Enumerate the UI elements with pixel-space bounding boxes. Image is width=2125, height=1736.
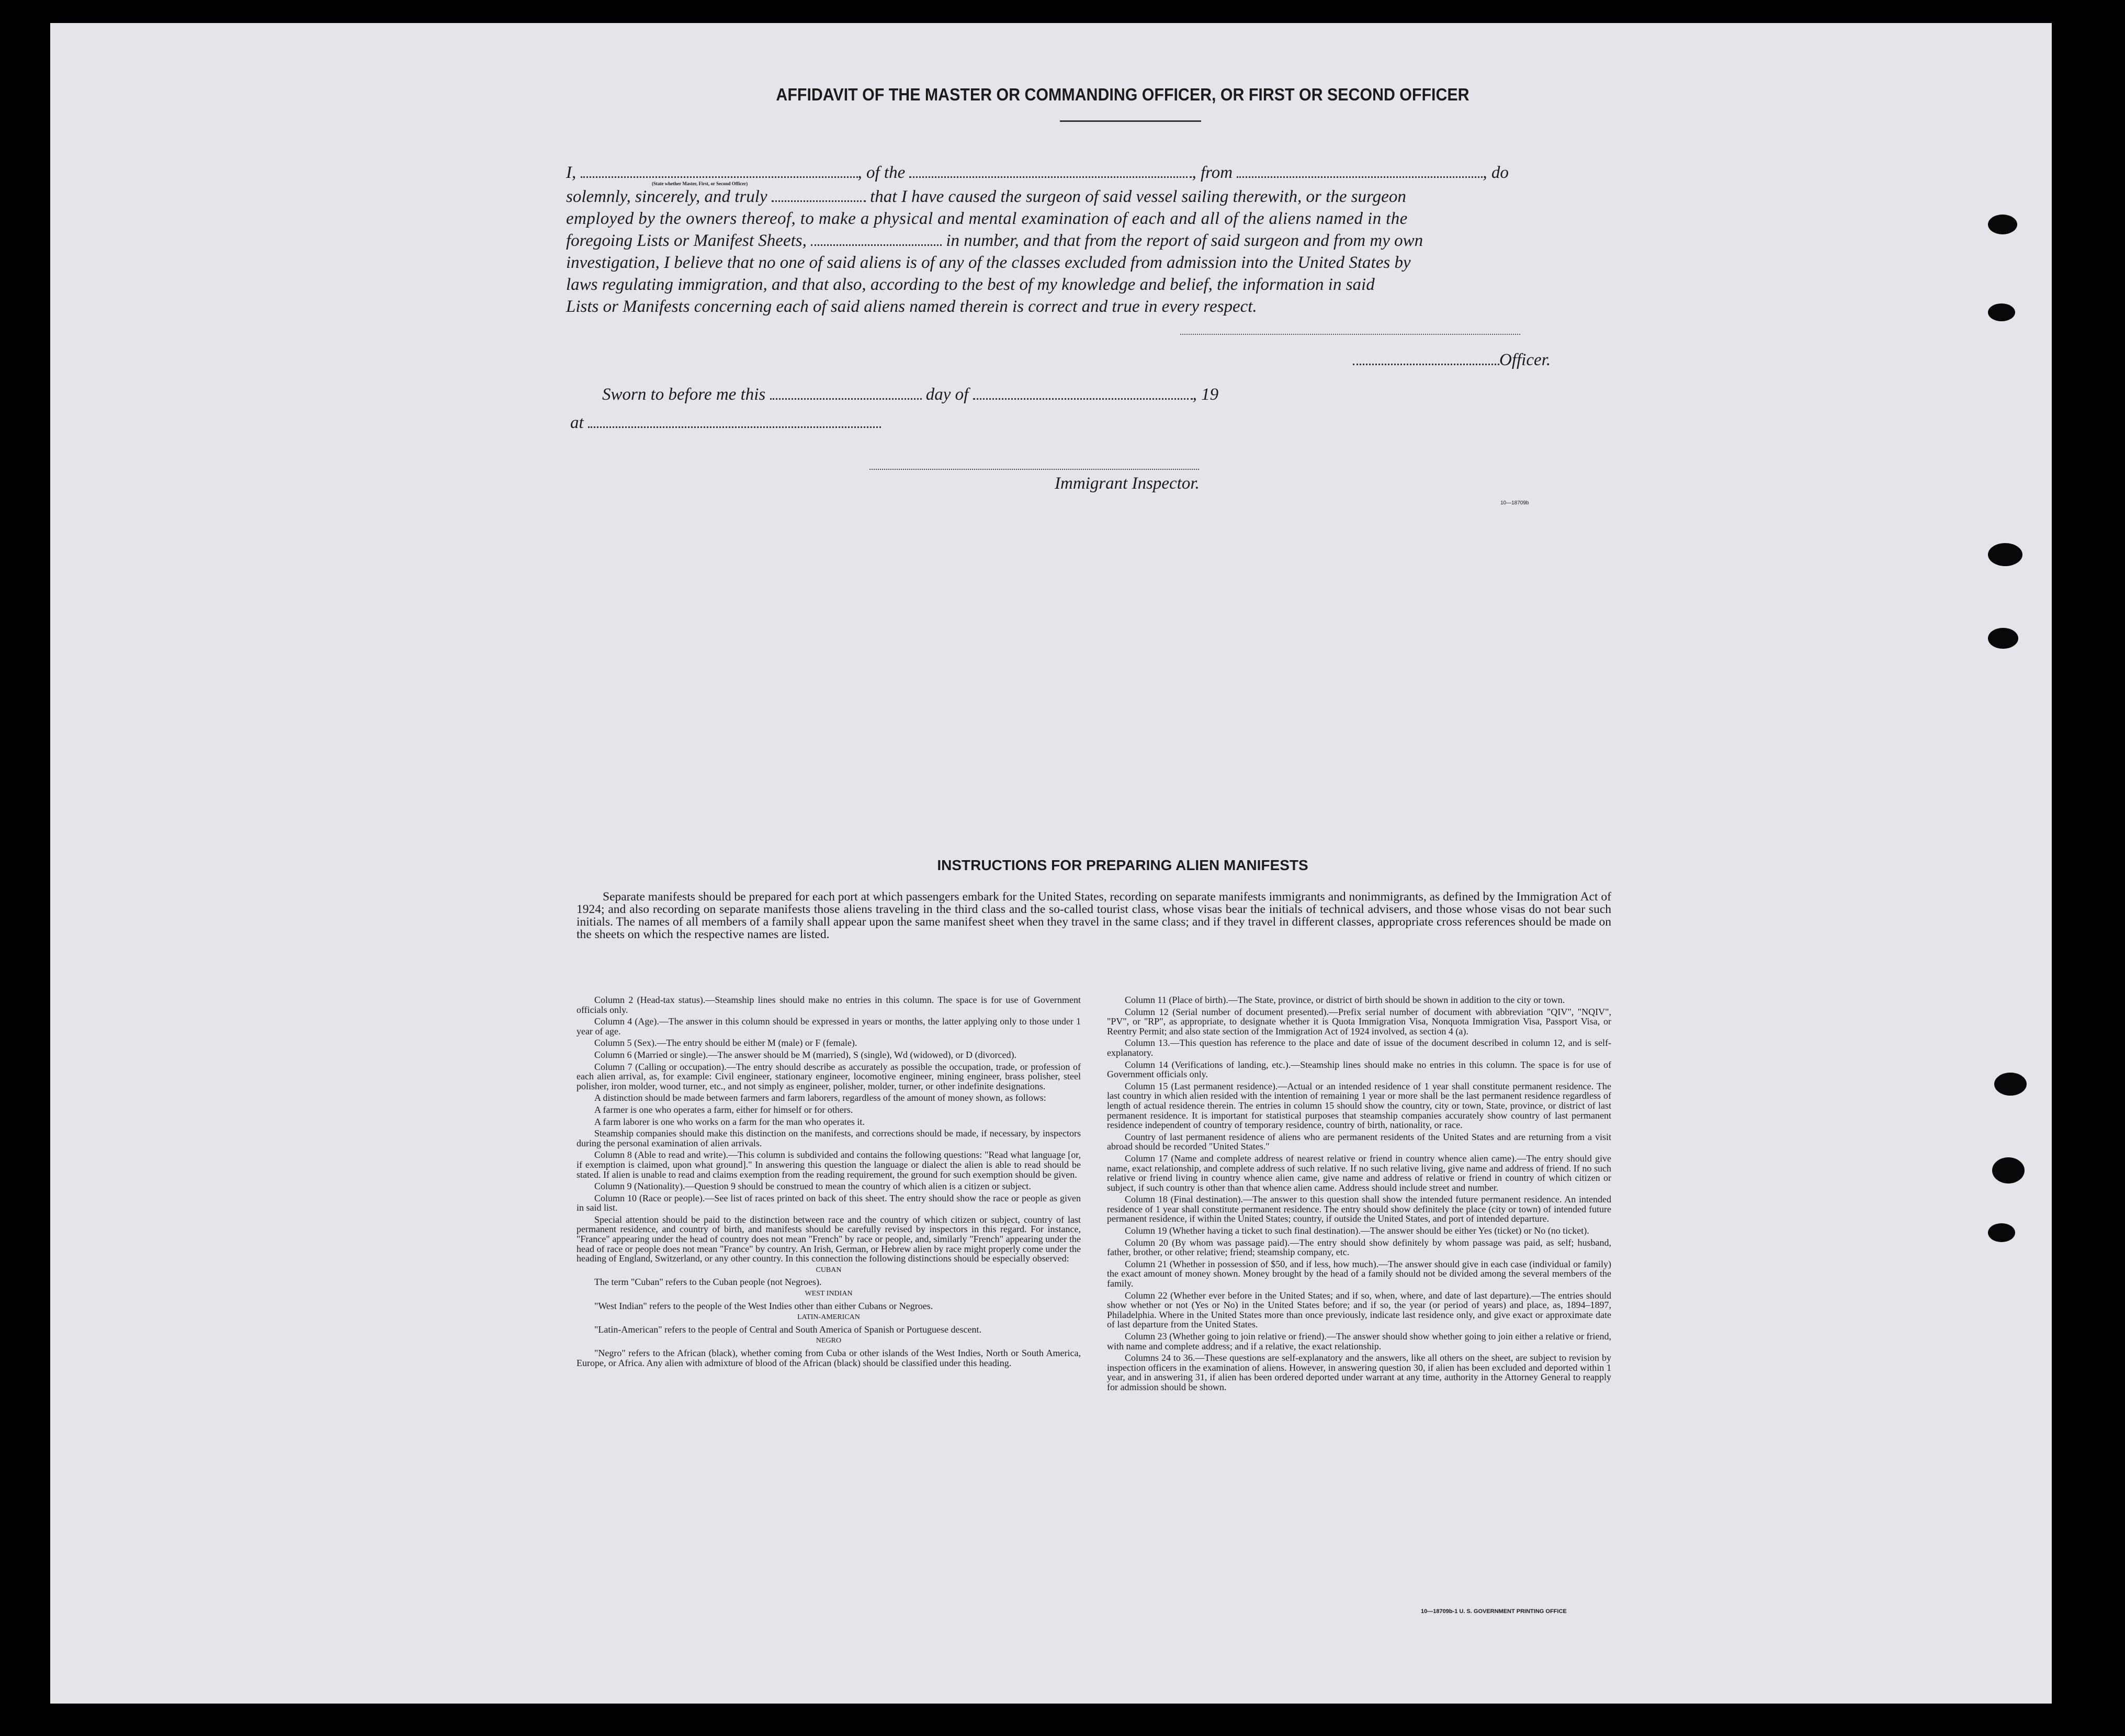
vessel-blank[interactable] bbox=[909, 166, 1192, 178]
sworn-day-blank[interactable] bbox=[770, 388, 922, 400]
para-west-indian: "West Indian" refers to the people of the West Indies other than either Cubans or Negroes. bbox=[594, 1300, 933, 1311]
para-right: Column 18 (Final destination).—The answer to this question shall show the intended future permanent residence. An intended residence of 1 year shall constitute permanent residence. The entry should show definitely the place (city or town) of intended future permanent residence, if within the United States; country, if outside the United States, and port of intended departure. bbox=[1107, 1194, 1611, 1224]
punch-hole bbox=[1988, 215, 2017, 234]
para-latin-american: "Latin-American" refers to the people of Central and South America of Spanish or Portuguese descent. bbox=[594, 1324, 981, 1335]
manifest-sheet bbox=[50, 23, 2052, 1704]
para-right: Column 19 (Whether having a ticket to such final destination).—The answer should be either Yes (ticket) or No (no ticket). bbox=[1125, 1225, 1589, 1236]
para-left: Steamship companies should make this distinction on the manifests, and corrections should be made, if necessary, by inspectors during the personal examination of alien arrivals. bbox=[577, 1128, 1081, 1148]
sworn-line bbox=[602, 385, 1218, 404]
title-rule bbox=[1060, 120, 1201, 122]
rank-note: (State whether Master, First, or Second Officer) bbox=[652, 181, 748, 186]
para-left: Special attention should be paid to the distinction between race and the country of which citizen or subject, country of last permanent residence, and country of birth, and manifests should be carefully revised by inspectors in this regard. For instance, "France" appearing under the head of country does not mean "French" by race or people, and, similarly "French" appearing under the head of race or people does not mean "France" by country. An Irish, German, or Hebrew alien by race might properly come under the heading of England, Switzerland, or any other country. In this connection the following distinctions should be especially observed: bbox=[577, 1214, 1081, 1264]
para-right: Column 13.—This question has reference to the place and date of issue of the document described in column 12, and is self-explanatory. bbox=[1107, 1038, 1611, 1058]
text-day-of: day of bbox=[925, 385, 969, 404]
affidavit-line-6: laws regulating immigration, and that also, according to the best of my knowledge and belief, the information in said bbox=[566, 275, 1375, 294]
port-blank[interactable] bbox=[1237, 166, 1483, 178]
text-in-number: in number, and that from the report of said surgeon and from my own bbox=[946, 231, 1423, 250]
officer-title-blank[interactable] bbox=[1353, 353, 1499, 365]
para-right: Column 14 (Verifications of landing, etc.).—Steamship lines should make no entries in this column. The space is for use of Government officials only. bbox=[1107, 1059, 1611, 1080]
heading-latin-american: LATIN-AMERICAN bbox=[797, 1313, 860, 1322]
punch-hole bbox=[1988, 1223, 2015, 1242]
para-left: A farm laborer is one who works on a farm for the man who operates it. bbox=[594, 1116, 865, 1127]
at-line bbox=[570, 413, 881, 433]
text-year-19: , 19 bbox=[1192, 385, 1219, 404]
signature-line[interactable] bbox=[1180, 334, 1520, 335]
form-number: 10—18709b bbox=[1500, 500, 1529, 506]
para-left: Column 4 (Age).—The answer in this column should be expressed in years or months, the latter applying only to those under 1 year of age. bbox=[577, 1016, 1081, 1036]
punch-hole bbox=[1988, 303, 2015, 321]
text-solemnly: solemnly, sincerely, and truly bbox=[566, 187, 767, 206]
place-blank[interactable] bbox=[588, 416, 881, 428]
officer-line bbox=[1353, 351, 1551, 370]
para-negro: "Negro" refers to the African (black), whether coming from Cuba or other islands of the West Indies, North or South America, Europe, or Africa. Any alien with admixture of blood of the African (black) should be classified under this heading. bbox=[577, 1348, 1081, 1368]
swear-affirm-blank[interactable] bbox=[772, 190, 866, 202]
para-right: Country of last permanent residence of aliens who are permanent residents of the United States and are returning from a visit abroad should be recorded "United States." bbox=[1107, 1131, 1611, 1152]
inspector-signature-line[interactable] bbox=[869, 469, 1199, 470]
para-left: Column 10 (Race or people).—See list of races printed on back of this sheet. The entry should show the race or people as given in said list. bbox=[577, 1192, 1081, 1213]
sworn-month-blank[interactable] bbox=[973, 388, 1193, 400]
para-right: Column 11 (Place of birth).—The State, province, or district of birth should be shown in addition to the city or town. bbox=[1125, 995, 1565, 1005]
para-right: Column 15 (Last permanent residence).—Actual or an intended residence of 1 year shall constitute permanent residence. The last country in which alien resided with the intention of remaining 1 year or more shall be the last permanent residence regardless of length of actual residence therein. The entries in column 15 should show the country, city or town, State, province, or district of last permanent residence. It is important for statistical purposes that steamship companies accurately show country of last permanent residence independent of country of temporary residence, country of birth, nationality, or race. bbox=[1107, 1080, 1611, 1131]
punch-hole bbox=[1988, 543, 2022, 566]
para-left: Column 9 (Nationality).—Question 9 should be construed to mean the country of which alien is a citizen or subject. bbox=[594, 1181, 1031, 1192]
instructions-left-column bbox=[577, 995, 1081, 1370]
affidavit-line-2 bbox=[566, 187, 1607, 207]
affidavit-title: AFFIDAVIT OF THE MASTER OR COMMANDING OFFICER, OR FIRST OR SECOND OFFICER bbox=[776, 85, 1470, 104]
instructions-intro: Separate manifests should be prepared for each port at which passengers embark for the United States, recording on separate manifests immigrants and nonimmigrants, as defined by the Immigration Act of 1924; and also recording on separate manifests those aliens traveling in the third class and the so-called tourist class, whose visas bear the initials of technical advisers, and those whose visas do not bear such initials. The names of all members of a family shall appear upon the same manifest sheet when they travel in the same class; and if they travel in different classes, appropriate cross references should be made on the sheets on which the respective names are listed. bbox=[577, 890, 1611, 941]
para-left: Column 5 (Sex).—The entry should be either M (male) or F (female). bbox=[594, 1038, 857, 1049]
affidavit-line-3: employed by the owners thereof, to make a physical and mental examination of each and all of the aliens named in the bbox=[566, 209, 1408, 228]
para-right: Column 17 (Name and complete address of nearest relative or friend in country whence alien came).—The entry should give name, exact relationship, and complete address of such relative. If no such relative living, give name and address of friend. If no such relative or friend living in country whence alien came, give name and address of relative or friend in country of which citizen or subject, if such country is other than that whence alien came. Address should include street and number. bbox=[1107, 1153, 1611, 1193]
para-right: Column 12 (Serial number of document presented).—Prefix serial number of document with abbreviation "QIV", "NQIV", "PV", or "RP", as appropriate, to designate whether it is Quota Immigration Visa, Nonquota Immigration Visa, Passport Visa, or Reentry Permit; and also state section of the Immigration Act of 1924 involved, as section 4 (a). bbox=[1107, 1006, 1611, 1036]
affidavit-line-1 bbox=[566, 163, 1607, 183]
para-left: A farmer is one who operates a farm, either for himself or for others. bbox=[594, 1104, 853, 1115]
text-i: I, bbox=[566, 163, 577, 182]
para-cuban: The term "Cuban" refers to the Cuban people (not Negroes). bbox=[594, 1277, 822, 1288]
para-left: A distinction should be made between farmers and farm laborers, regardless of the amount of money shown, as follows: bbox=[594, 1092, 1046, 1103]
para-right: Column 20 (By whom was passage paid).—The entry should show definitely by whom passage was paid, as self; husband, father, brother, or other relative; friend; steamship company, etc. bbox=[1107, 1237, 1611, 1258]
text-sworn: Sworn to before me this bbox=[602, 385, 766, 404]
para-left: Column 6 (Married or single).—The answer should be M (married), S (single), Wd (widowed), or D (divorced). bbox=[594, 1049, 1016, 1060]
punch-hole bbox=[1988, 628, 2018, 649]
officer-rank-blank[interactable] bbox=[581, 166, 858, 178]
text-officer: Officer. bbox=[1499, 351, 1551, 369]
para-left: Column 8 (Able to read and write).—This column is subdivided and contains the following questions: "Read what language [or, if exemption is claimed, upon what ground]." In answering this question the language or dialect the alien is able to read should be stated. If alien is unable to read and claims exemption from the reading requirement, the ground for such exemption should be given. bbox=[577, 1149, 1081, 1180]
heading-negro: NEGRO bbox=[816, 1337, 842, 1345]
punch-hole bbox=[1992, 1157, 2025, 1183]
para-right: Column 23 (Whether going to join relative or friend).—The answer should show whether going to join either a relative or friend, with name and complete address; and if a relative, the exact relationship. bbox=[1107, 1331, 1611, 1351]
para-right: Columns 24 to 36.—These questions are self-explanatory and the answers, like all others on the sheet, are subject to revision by inspection officers in the examination of aliens. However, in answering question 30, if alien has been excluded and deported within 1 year, and in answering 31, if alien has been ordered deported under warrant at any time, authority in the Attorney General to reapply for admission should be shown. bbox=[1107, 1352, 1611, 1392]
affidavit-line-7: Lists or Manifests concerning each of said aliens named therein is correct and true in every respect. bbox=[566, 297, 1257, 316]
footer-imprint: 10—18709b-1 U. S. GOVERNMENT PRINTING OFFICE bbox=[1421, 1608, 1567, 1615]
para-left: Column 7 (Calling or occupation).—The entry should describe as accurately as possible the occupation, trade, or profession of each alien arrival, as, for example: Civil engineer, stationary engineer, locomotive engineer, mining engineer, brass polisher, steel polisher, iron molder, wood turner, etc., and not simply as engineer, polisher, molder, turner, or other indefinite designations. bbox=[577, 1061, 1081, 1091]
inspector-label: Immigrant Inspector. bbox=[1055, 474, 1200, 493]
para-right: Column 22 (Whether ever before in the United States; and if so, when, where, and date of last departure).—The entries should show whether or not (Yes or No) in the United States before; and if so, the year (or period of years) and place, as, 1894–1897, Philadelphia. Where in the United States more than once previously, indicate last residence only, and give exact or approximate date of last departure from the United States. bbox=[1107, 1290, 1611, 1330]
affidavit-line-5: investigation, I believe that no one of said aliens is of any of the classes excluded from admission into the United States by bbox=[566, 253, 1411, 272]
para-left: Column 2 (Head-tax status).—Steamship lines should make no entries in this column. The space is for use of Government officials only. bbox=[577, 995, 1081, 1015]
instructions-right-column bbox=[1107, 995, 1611, 1394]
affidavit-line-4 bbox=[566, 231, 1607, 251]
punch-hole bbox=[1994, 1073, 2027, 1096]
heading-cuban: CUBAN bbox=[816, 1266, 842, 1274]
instructions-title: INSTRUCTIONS FOR PREPARING ALIEN MANIFESTS bbox=[937, 857, 1308, 873]
text-of-the: , of the bbox=[857, 163, 906, 182]
heading-west-indian: WEST INDIAN bbox=[805, 1290, 853, 1298]
text-foregoing: foregoing Lists or Manifest Sheets, bbox=[566, 231, 807, 250]
text-from: , from bbox=[1192, 163, 1233, 182]
text-at: at bbox=[570, 413, 584, 432]
number-blank[interactable] bbox=[811, 234, 942, 246]
text-surgeon: that I have caused the surgeon of said vessel sailing therewith, or the surgeon bbox=[870, 187, 1406, 206]
text-do: , do bbox=[1483, 163, 1509, 182]
para-right: Column 21 (Whether in possession of $50, and if less, how much).—The answer should give in each case (individual or family) the exact amount of money shown. Money brought by the head of a family should not be divided among the several members of the family. bbox=[1107, 1258, 1611, 1289]
